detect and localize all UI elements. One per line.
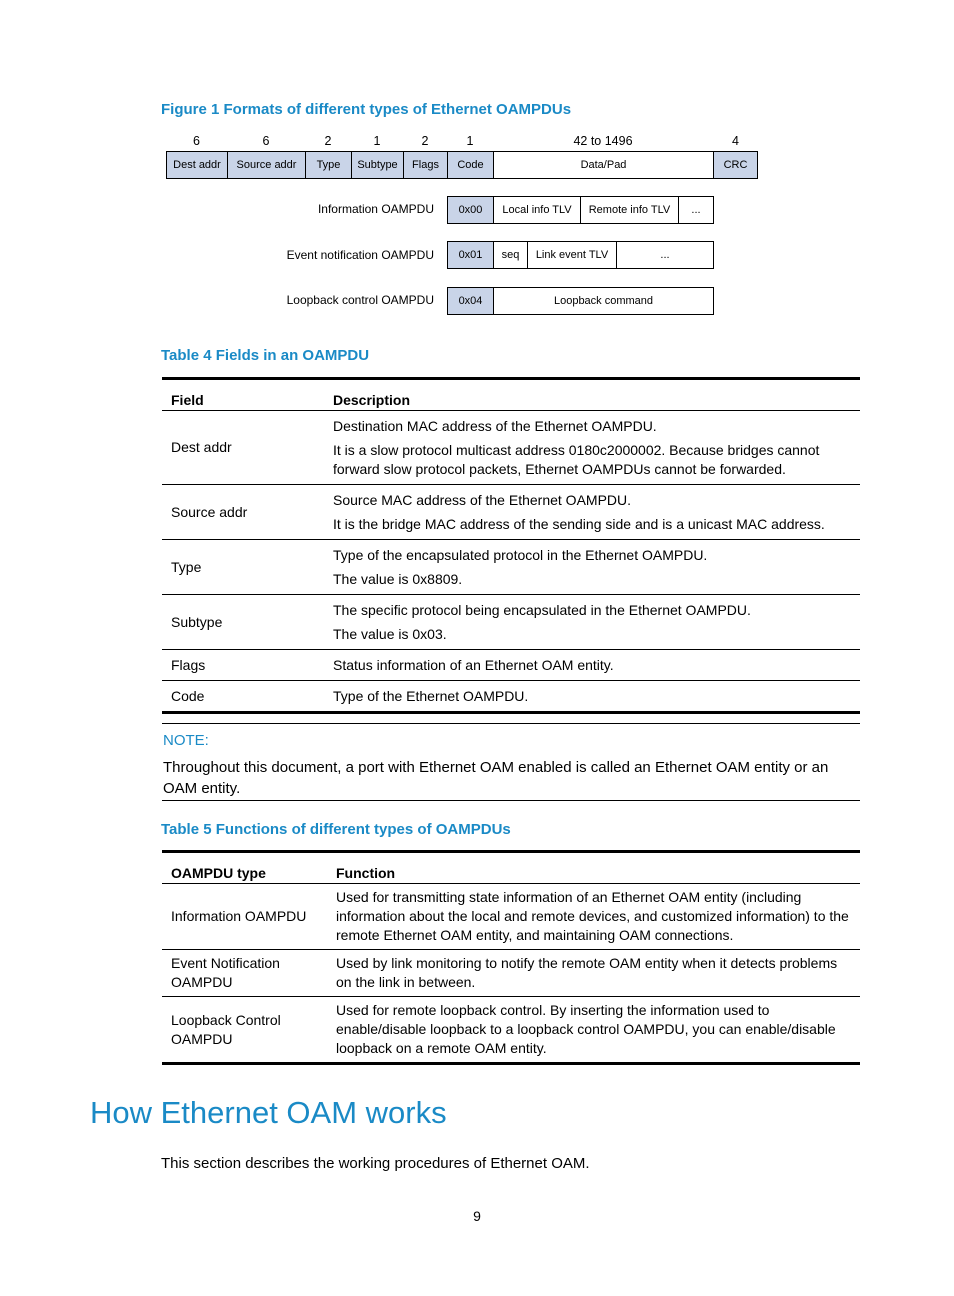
byte-size-flags: 2 bbox=[421, 134, 429, 148]
local-info-tlv-cell: Local info TLV bbox=[493, 196, 581, 224]
function-cell: Used by link monitoring to notify the remote OAM entity when it detects problems on the link in between. bbox=[327, 950, 860, 997]
note-text: Throughout this document, a port with Ethernet OAM enabled is called an Ethernet OAM entity or an OAM entity. bbox=[163, 759, 829, 797]
figure-caption: Figure 1 Formats of different types of Ethernet OAMPDUs bbox=[161, 101, 572, 118]
byte-size-type: 2 bbox=[324, 134, 332, 148]
description-text: Destination MAC address of the Ethernet OAMPDU. bbox=[333, 418, 657, 434]
oampdu-type-cell: Event Notification OAMPDU bbox=[162, 950, 327, 997]
byte-size-dest-addr: 6 bbox=[193, 134, 200, 148]
field-cell: Source addr bbox=[162, 485, 324, 540]
column-header-field: Field bbox=[171, 392, 204, 408]
table-row bbox=[162, 411, 860, 485]
field-crc: CRC bbox=[713, 151, 758, 179]
column-header-oampdu-type: OAMPDU type bbox=[171, 865, 266, 881]
column-header-function: Function bbox=[336, 865, 396, 881]
description-text: The value is 0x03. bbox=[333, 626, 447, 642]
field-data-pad: Data/Pad bbox=[493, 151, 714, 179]
description-text: Type of the encapsulated protocol in the Ethernet OAMPDU. bbox=[333, 547, 708, 563]
table-row bbox=[162, 950, 860, 997]
link-event-tlv-cell: Link event TLV bbox=[527, 241, 617, 269]
oampdu-type-cell: Information OAMPDU bbox=[162, 884, 327, 950]
table-row bbox=[162, 540, 860, 595]
field-cell: Dest addr bbox=[162, 411, 324, 485]
ellipsis-cell-information: ... bbox=[678, 196, 714, 224]
description-text: The value is 0x8809. bbox=[333, 571, 463, 587]
field-code: Code bbox=[447, 151, 494, 179]
section-body-text: This section describes the working procedures of Ethernet OAM. bbox=[161, 1155, 590, 1172]
byte-size-data-pad: 42 to 1496 bbox=[573, 134, 633, 148]
loopback-command-cell: Loopback command bbox=[493, 287, 714, 315]
table-row bbox=[162, 884, 860, 950]
code-cell-information: 0x00 bbox=[447, 196, 494, 224]
description-cell bbox=[324, 681, 860, 713]
ellipsis-cell-event: ... bbox=[616, 241, 714, 269]
field-dest-addr: Dest addr bbox=[166, 151, 228, 179]
byte-size-source-addr: 6 bbox=[262, 134, 270, 148]
description-text: It is the bridge MAC address of the sending side and is a unicast MAC address. bbox=[333, 516, 825, 532]
page-number: 9 bbox=[473, 1208, 481, 1224]
field-cell: Flags bbox=[162, 650, 324, 681]
field-source-addr: Source addr bbox=[227, 151, 306, 179]
table-row bbox=[162, 997, 860, 1064]
description-text: It is a slow protocol multicast address 0180c2000002. Because bridges cannot forward slow protocol packets, Ethernet OAMPDUs cannot be forwarded. bbox=[333, 442, 820, 477]
table-row bbox=[162, 595, 860, 650]
function-cell: Used for transmitting state information of an Ethernet OAM entity (including information about the local and remote devices, and customized information) to the remote Ethernet OAM entity, and maintaining OAM connections. bbox=[327, 884, 860, 950]
oampdu-type-cell: Loopback Control OAMPDU bbox=[162, 997, 327, 1064]
table-fields-in-oampdu bbox=[162, 377, 860, 714]
note-label: NOTE: bbox=[163, 732, 209, 749]
field-type: Type bbox=[305, 151, 352, 179]
row-label-loopback-control: Loopback control OAMPDU bbox=[286, 293, 434, 307]
table-row bbox=[162, 650, 860, 681]
row-label-information: Information OAMPDU bbox=[317, 202, 434, 216]
row-label-event-notification: Event notification OAMPDU bbox=[286, 248, 434, 262]
table4-caption: Table 4 Fields in an OAMPDU bbox=[161, 347, 370, 364]
table-header-row bbox=[162, 852, 860, 884]
description-cell bbox=[324, 540, 860, 595]
description-cell bbox=[324, 650, 860, 681]
field-cell: Type bbox=[162, 540, 324, 595]
column-header-description: Description bbox=[333, 392, 411, 408]
byte-size-subtype: 1 bbox=[373, 134, 381, 148]
table-oampdu-functions bbox=[162, 850, 860, 1065]
function-cell: Used for remote loopback control. By inserting the information used to enable/disable loopback to a loopback control OAMPDU, you can enable/disable loopback on a remote OAM entity. bbox=[327, 997, 860, 1064]
code-cell-event: 0x01 bbox=[447, 241, 494, 269]
description-text: Status information of an Ethernet OAM entity. bbox=[333, 657, 614, 673]
description-text: Type of the Ethernet OAMPDU. bbox=[333, 688, 529, 704]
field-cell: Code bbox=[162, 681, 324, 713]
byte-size-code: 1 bbox=[466, 134, 474, 148]
table-row bbox=[162, 681, 860, 713]
remote-info-tlv-cell: Remote info TLV bbox=[580, 196, 679, 224]
field-subtype: Subtype bbox=[351, 151, 404, 179]
table-header-row bbox=[162, 379, 860, 411]
field-cell: Subtype bbox=[162, 595, 324, 650]
byte-size-crc: 4 bbox=[732, 134, 739, 148]
section-title: How Ethernet OAM works bbox=[90, 1095, 447, 1130]
description-cell bbox=[324, 411, 860, 485]
code-cell-loopback: 0x04 bbox=[447, 287, 494, 315]
description-cell bbox=[324, 485, 860, 540]
description-cell bbox=[324, 595, 860, 650]
note-box bbox=[162, 723, 860, 801]
field-flags: Flags bbox=[403, 151, 448, 179]
table5-caption: Table 5 Functions of different types of OAMPDUs bbox=[161, 821, 511, 838]
seq-cell: seq bbox=[493, 241, 528, 269]
description-text: The specific protocol being encapsulated in the Ethernet OAMPDU. bbox=[333, 602, 751, 618]
description-text: Source MAC address of the Ethernet OAMPDU. bbox=[333, 492, 632, 508]
table-row bbox=[162, 485, 860, 540]
